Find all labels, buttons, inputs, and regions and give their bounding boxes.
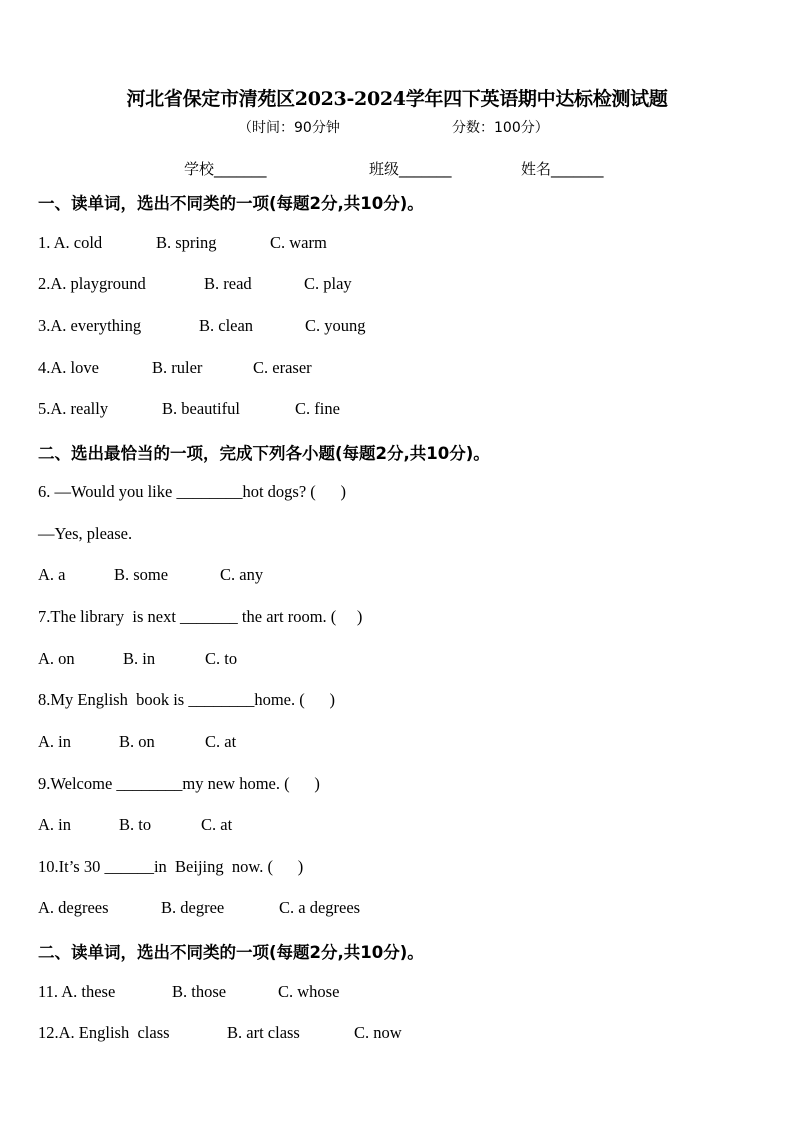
q4-option-a: 4.A. love — [38, 358, 99, 377]
q12-option-c: C. now — [354, 1023, 402, 1042]
q8-option-b: B. on — [119, 732, 155, 751]
q4-option-c: C. eraser — [253, 358, 312, 377]
exam-score: 分数：100分） — [452, 120, 549, 136]
section-heading-3: 二、读单词，选出不同类的一项(每题2分,共10分)。 — [38, 943, 424, 962]
section-heading-1: 一、读单词，选出不同类的一项(每题2分,共10分)。 — [38, 194, 424, 213]
q1-option-b: B. spring — [156, 233, 217, 252]
q5-option-a: 5.A. really — [38, 399, 109, 418]
q2-option-b: B. read — [204, 274, 252, 293]
q8-option-a: A. in — [38, 732, 71, 751]
q6-option-a: A. a — [38, 565, 66, 584]
q10-option-b: B. degree — [161, 898, 225, 917]
exam-title: 河北省保定市清苑区2023-2024学年四下英语期中达标检测试题 — [126, 88, 668, 110]
q9-option-a: A. in — [38, 815, 71, 834]
q3-option-c: C. young — [305, 316, 366, 335]
q1-option-c: C. warm — [270, 233, 327, 252]
q5-option-c: C. fine — [295, 399, 340, 418]
q2-option-c: C. play — [304, 274, 352, 293]
q6-option-b: B. some — [114, 565, 169, 584]
q2-option-a: 2.A. playground — [38, 274, 146, 293]
q6-option-c: C. any — [220, 565, 264, 584]
section-heading-2: 二、选出最恰当的一项，完成下列各小题(每题2分,共10分)。 — [38, 444, 490, 463]
q11-option-b: B. those — [172, 982, 227, 1001]
q11-option-a: 11. A. these — [38, 982, 116, 1001]
q10-option-a: A. degrees — [38, 898, 109, 917]
question-12 — [38, 1023, 402, 1123]
q12-option-b: B. art class — [227, 1023, 300, 1042]
q7-option-a: A. on — [38, 649, 75, 668]
q5-option-b: B. beautiful — [162, 399, 240, 418]
q1-option-a: 1. A. cold — [38, 233, 103, 252]
q10-option-c: C. a degrees — [279, 898, 361, 917]
q8-option-c: C. at — [205, 732, 237, 751]
q3-option-b: B. clean — [199, 316, 254, 335]
question-6-reply: —Yes, please. — [38, 524, 133, 543]
question-8-stem: 8.My English book is ________home. ( ) — [38, 690, 335, 709]
q4-option-b: B. ruler — [152, 358, 203, 377]
question-10-stem: 10.It’s 30 ______in Beijing now. ( ) — [38, 857, 304, 876]
question-7-stem: 7.The library is next _______ the art room. ( ) — [38, 607, 363, 626]
exam-time: （时间：90分钟 — [238, 120, 340, 136]
q7-option-c: C. to — [205, 649, 238, 668]
q7-option-b: B. in — [123, 649, 156, 668]
q11-option-c: C. whose — [278, 982, 340, 1001]
q3-option-a: 3.A. everything — [38, 316, 142, 335]
school-field: 学校_______ — [184, 160, 267, 178]
class-field: 班级_______ — [369, 160, 452, 178]
name-field: 姓名_______ — [521, 160, 604, 178]
q9-option-b: B. to — [119, 815, 152, 834]
q12-option-a: 12.A. English class — [38, 1023, 170, 1042]
q9-option-c: C. at — [201, 815, 233, 834]
question-9-stem: 9.Welcome ________my new home. ( ) — [38, 774, 320, 793]
question-6-stem: 6. —Would you like ________hot dogs? ( ) — [38, 482, 347, 501]
